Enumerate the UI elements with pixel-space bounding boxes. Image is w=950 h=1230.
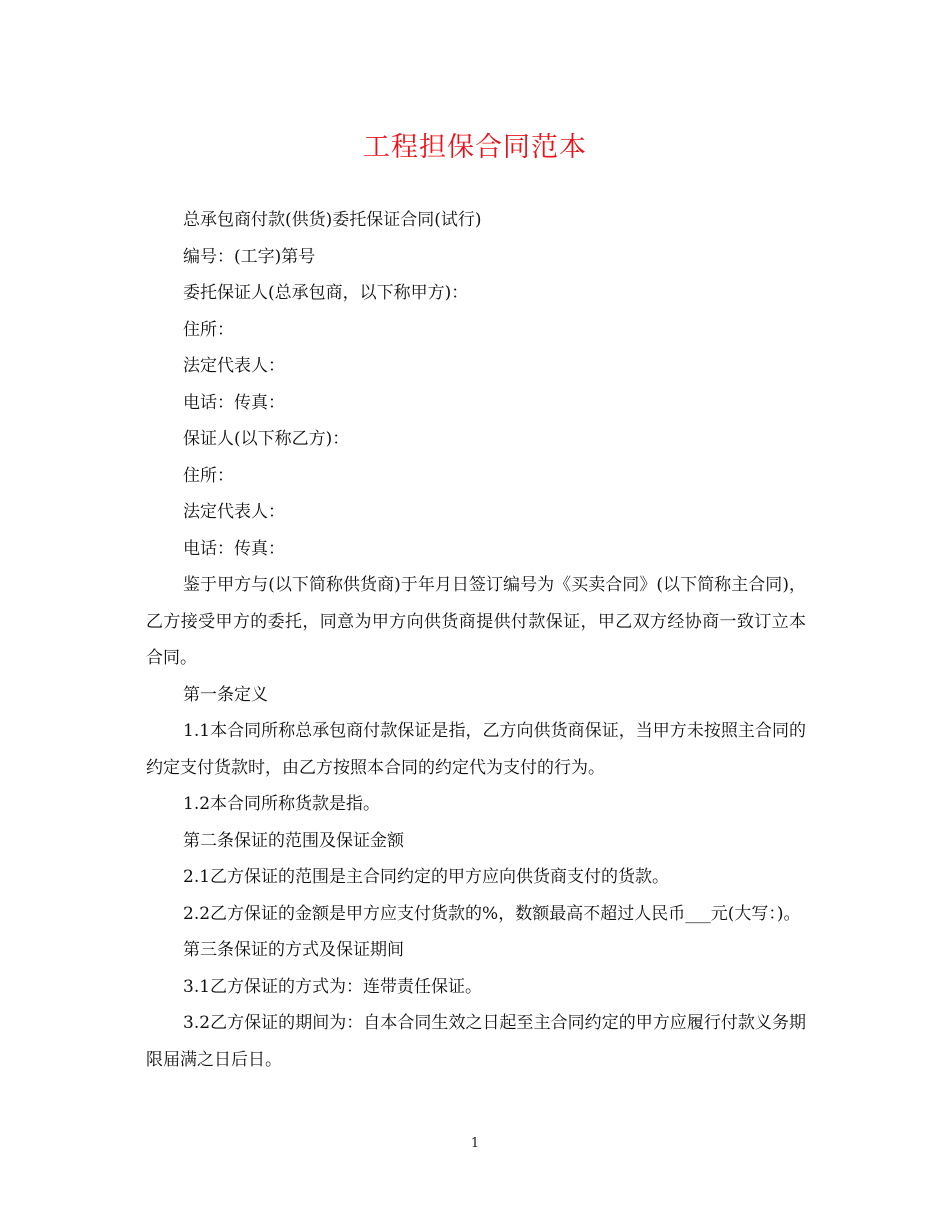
paragraph-party-a: 委托保证人(总承包商，以下称甲方)：	[183, 283, 469, 303]
heading-article-1: 第一条定义	[183, 684, 268, 705]
paragraph-party-a-phone-fax: 电话：传真：	[183, 392, 285, 413]
page-number: 1	[470, 1136, 480, 1151]
heading-article-3: 第三条保证的方式及保证期间	[183, 940, 404, 960]
paragraph-contract-name: 总承包商付款(供货)委托保证合同(试行)	[183, 210, 482, 230]
document-body	[146, 202, 806, 1078]
paragraph-clause-2-1: 2.1乙方保证的范围是主合同约定的甲方应向供货商支付的货款。	[183, 867, 670, 887]
paragraph-party-b-representative: 法定代表人：	[183, 502, 285, 522]
paragraph-clause-3-2: 3.2乙方保证的期间为：自本合同生效之日起至主合同约定的甲方应履行付款义务期限届满之日后日。	[146, 1013, 806, 1070]
document-title: 工程担保合同范本	[363, 132, 587, 163]
paragraph-clause-1-1: 1.1本合同所称总承包商付款保证是指，乙方向供货商保证，当甲方未按照主合同的约定支付货款时，由乙方按照本合同的约定代为支付的行为。	[146, 721, 806, 778]
paragraph-contract-number: 编号：(工字)第号	[183, 246, 316, 267]
heading-article-2: 第二条保证的范围及保证金额	[183, 830, 404, 851]
paragraph-party-a-representative: 法定代表人：	[183, 356, 285, 376]
paragraph-clause-1-2: 1.2本合同所称货款是指。	[183, 794, 381, 814]
paragraph-preamble: 鉴于甲方与(以下简称供货商)于年月日签订编号为《买卖合同》(以下简称主合同)，乙方接受甲方的委托，同意为甲方向供货商提供付款保证，甲乙双方经协商一致订立本合同。	[146, 575, 806, 668]
paragraph-clause-3-1: 3.1乙方保证的方式为：连带责任保证。	[183, 976, 483, 997]
paragraph-clause-2-2: 2.2乙方保证的金额是甲方应支付货款的%，数额最高不超过人民币___元(大写：)。	[183, 903, 801, 924]
paragraph-party-a-address: 住所：	[183, 319, 234, 340]
paragraph-party-b-phone-fax: 电话：传真：	[183, 538, 285, 559]
paragraph-party-b: 保证人(以下称乙方)：	[183, 429, 350, 449]
paragraph-party-b-address: 住所：	[183, 465, 234, 486]
